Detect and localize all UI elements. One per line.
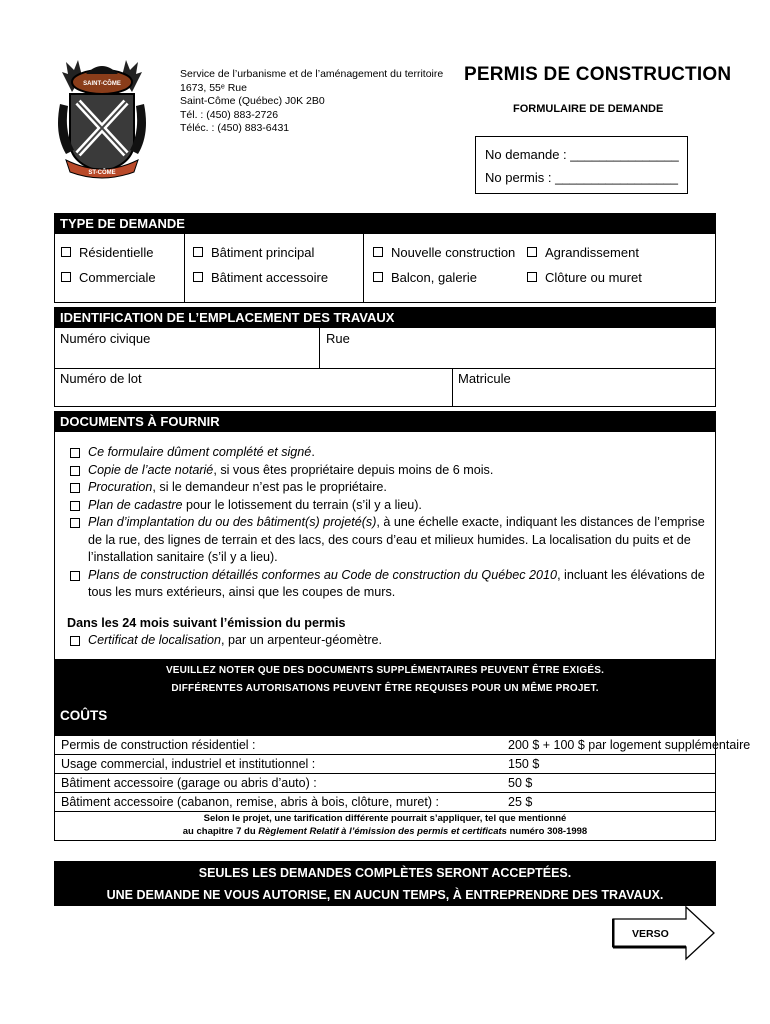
document-item: Plan d’implantation du ou des bâtiment(s) projeté(s), à une échelle exacte, indiquant les distances de l’emprise de la rue, des lignes de terrain et des lacs, des cours d’eau et milieux humides. La localisation du puits et de l’installation sanitaire (s’il y a lieu).: [67, 514, 712, 567]
checkbox-icon[interactable]: [70, 448, 80, 458]
checkbox-icon: [193, 272, 203, 282]
checkbox-icon[interactable]: [70, 501, 80, 511]
checkbox-icon[interactable]: [70, 518, 80, 528]
address-line: 1673, 55ᵉ Rue: [180, 81, 247, 94]
cost-row: Bâtiment accessoire (garage ou abris d’auto) : 50 $: [55, 774, 715, 793]
checkbox-balcon-galerie[interactable]: [373, 270, 477, 285]
cost-row: Permis de construction résidentiel : 200 $ + 100 $ par logement supplémentaire: [55, 736, 715, 755]
checkbox-icon[interactable]: [70, 483, 80, 493]
request-number-field[interactable]: No demande : _______________: [485, 147, 679, 162]
document-item: Certificat de localisation, par un arpenteur-géomètre.: [67, 632, 712, 650]
checkbox-icon: [373, 272, 383, 282]
checkbox-icon: [61, 272, 71, 282]
numero-civique-field[interactable]: Numéro civique: [60, 331, 151, 346]
option-label: Balcon, galerie: [391, 270, 477, 285]
identification-section: [54, 327, 716, 407]
checkbox-batiment-accessoire[interactable]: [193, 270, 328, 285]
checkbox-nouvelle-construction[interactable]: [373, 245, 515, 260]
municipal-coat-of-arms-logo: [52, 54, 152, 182]
form-subtitle: FORMULAIRE DE DEMANDE: [513, 103, 664, 115]
phone-line: Tél. : (450) 883-2726: [180, 108, 279, 121]
checkbox-icon: [373, 247, 383, 257]
cost-row: Usage commercial, industriel et institutionnel : 150 $: [55, 755, 715, 774]
checkbox-icon[interactable]: [70, 636, 80, 646]
documents-list: [67, 444, 712, 650]
checkbox-batiment-principal[interactable]: [193, 245, 314, 260]
couts-section: [54, 735, 751, 841]
matricule-field[interactable]: Matricule: [458, 371, 511, 386]
option-label: Bâtiment accessoire: [211, 270, 329, 285]
address-line: Saint-Côme (Québec) J0K 2B0: [180, 95, 325, 107]
checkbox-icon[interactable]: [70, 466, 80, 476]
option-label: Agrandissement: [545, 245, 639, 260]
document-item: Plan de cadastre pour le lotissement du terrain (s’il y a lieu).: [67, 497, 712, 515]
document-item: Plans de construction détaillés conformes au Code de construction du Québec 2010, incluant les élévations de tous les murs extérieurs, ainsi que les coupes de murs.: [67, 567, 712, 602]
final-warning-banner: [54, 861, 716, 906]
numero-lot-field[interactable]: Numéro de lot: [60, 371, 142, 386]
checkbox-icon[interactable]: [70, 571, 80, 581]
option-label: Résidentielle: [79, 245, 154, 260]
checkbox-icon: [527, 247, 537, 257]
type-demande-section: [54, 233, 716, 303]
checkbox-icon: [61, 247, 71, 257]
form-title: PERMIS DE CONSTRUCTION: [464, 64, 732, 85]
fax-line: Téléc. : (450) 883-6431: [180, 122, 290, 134]
option-label: Bâtiment principal: [211, 245, 315, 260]
permit-number-field[interactable]: No permis : _________________: [485, 170, 678, 185]
municipal-address: [180, 68, 443, 136]
checkbox-icon: [527, 272, 537, 282]
checkbox-icon: [193, 247, 203, 257]
identification-header: IDENTIFICATION DE L’EMPLACEMENT DES TRAVAUX: [54, 307, 716, 327]
note-line: DIFFÉRENTES AUTORISATIONS PEUVENT ÊTRE REQUISES POUR UN MÊME PROJET.: [171, 683, 599, 694]
verso-label[interactable]: VERSO: [632, 928, 669, 940]
document-item: Procuration, si le demandeur n’est pas le propriétaire.: [67, 479, 712, 497]
document-item: Ce formulaire dûment complété et signé.: [67, 444, 712, 462]
option-label: Nouvelle construction: [391, 245, 516, 260]
logo-top-text: SAINT-CÔME: [83, 81, 121, 87]
couts-header: COÛTS: [54, 701, 716, 735]
option-label: Clôture ou muret: [545, 270, 642, 285]
final-line: SEULES LES DEMANDES COMPLÈTES SERONT ACCEPTÉES.: [198, 866, 572, 880]
type-demande-header: TYPE DE DEMANDE: [54, 213, 716, 233]
rue-field[interactable]: Rue: [326, 331, 350, 346]
checkbox-agrandissement[interactable]: [527, 245, 639, 260]
address-line: Service de l’urbanisme et de l’aménagement du territoire: [180, 68, 444, 80]
note-line: VEUILLEZ NOTER QUE DES DOCUMENTS SUPPLÉMENTAIRES PEUVENT ÊTRE EXIGÉS.: [165, 665, 605, 676]
post-permit-title: Dans les 24 mois suivant l’émission du permis: [67, 615, 346, 630]
documents-note-banner: [54, 659, 716, 701]
tarification-note: Selon le projet, une tarification différente pourrait s’appliquer, tel que mentionné au chapitre 7 du Règlement Relatif à l’émission des permis et certificats numéro 308-1998: [182, 813, 588, 837]
documents-header: DOCUMENTS À FOURNIR: [54, 411, 716, 431]
checkbox-commerciale[interactable]: [61, 270, 156, 285]
checkbox-residentielle[interactable]: [61, 245, 153, 260]
cost-row: Bâtiment accessoire (cabanon, remise, abris à bois, clôture, muret) : 25 $: [55, 793, 715, 812]
logo-bottom-text: ST-CÔME: [88, 170, 116, 176]
option-label: Commerciale: [79, 270, 156, 285]
final-line: UNE DEMANDE NE VOUS AUTORISE, EN AUCUN TEMPS, À ENTREPRENDRE DES TRAVAUX.: [106, 888, 664, 902]
office-use-number-box: [475, 136, 688, 194]
checkbox-cloture-muret[interactable]: [527, 270, 642, 285]
document-item: Copie de l’acte notarié, si vous êtes propriétaire depuis moins de 6 mois.: [67, 462, 712, 480]
